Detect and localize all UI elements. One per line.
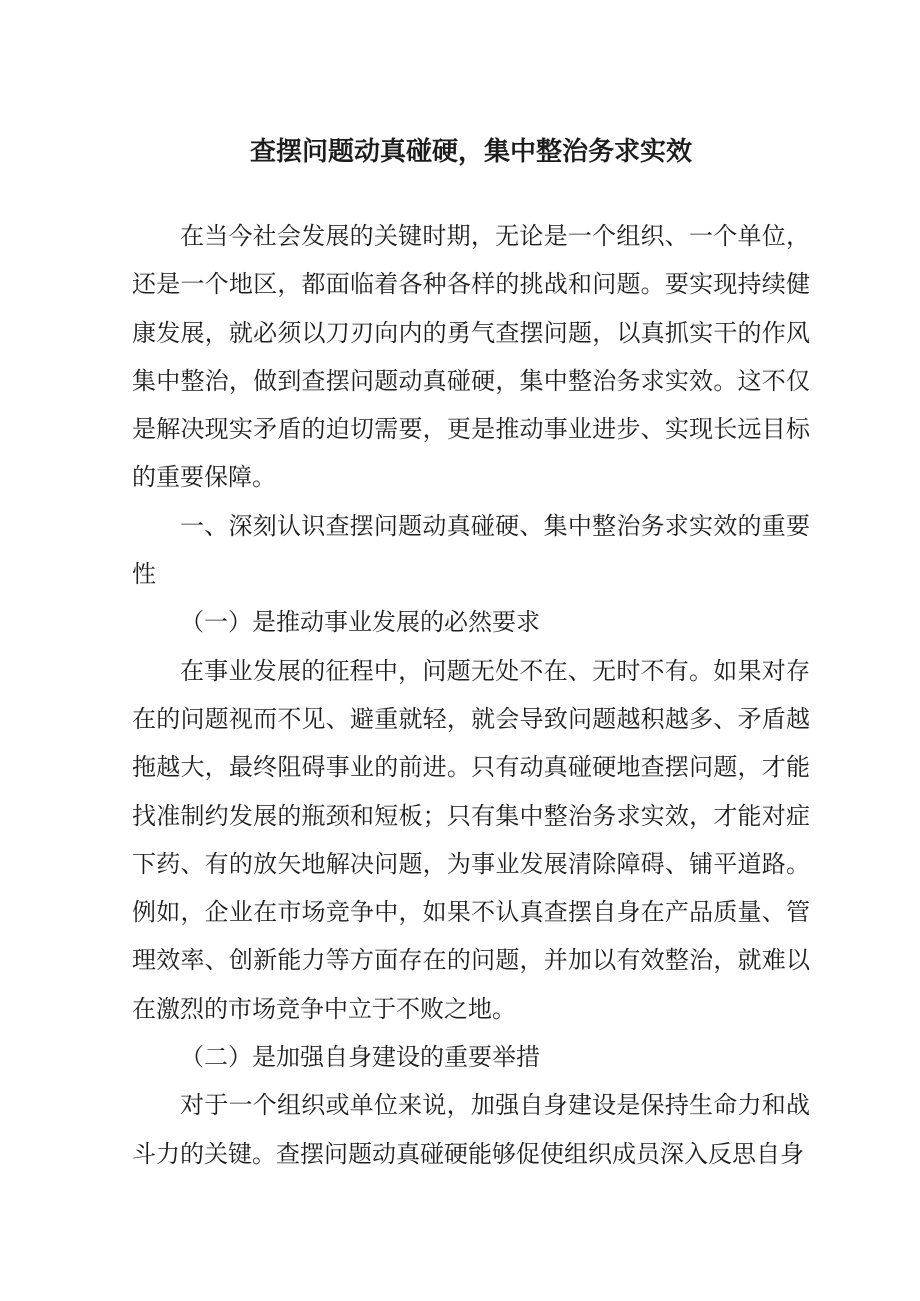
section-heading: 一、深刻认识查摆问题动真碰硬、集中整治务求实效的重要性	[132, 513, 810, 589]
paragraph-body: 在当今社会发展的关键时期，无论是一个组织、一个单位，还是一个地区，都面临着各种各样的挑战和问题。要实现持续健康发展，就必须以刀刃向内的勇气查摆问题，以真抓实干的作风集中整治，做到查摆问题动真碰硬，集中整治务求实效。这不仅是解决现实矛盾的迫切需要，更是推动事业进步、实现长远目标的重要保障。	[132, 224, 810, 492]
document-title: 查摆问题动真碰硬，集中整治务求实效	[249, 137, 692, 166]
paragraph-body: 在事业发展的征程中，问题无处不在、无时不有。如果对存在的问题视而不见、避重就轻，就会导致问题越积越多、矛盾越拖越大，最终阻碍事业的前进。只有动真碰硬地查摆问题，才能找准制约发展的瓶颈和短板；只有集中整治务求实效，才能对症下药、有的放矢地解决问题，为事业发展清除障碍、铺平道路。例如，企业在市场竞争中，如果不认真查摆自身在产品质量、管理效率、创新能力等方面存在的问题，并加以有效整治，就难以在激烈的市场竞争中立于不败之地。	[132, 658, 810, 1023]
paragraph-body: 对于一个组织或单位来说，加强自身建设是保持生命力和战斗力的关键。查摆问题动真碰硬能够促使组织成员深入反思自身	[132, 1093, 810, 1168]
document-body	[132, 213, 810, 1179]
document-content	[132, 130, 810, 1179]
subsection-heading: （一）是推动事业发展的必然要求	[180, 610, 540, 637]
subsection-heading: （二）是加强自身建设的重要举措	[180, 1045, 540, 1072]
